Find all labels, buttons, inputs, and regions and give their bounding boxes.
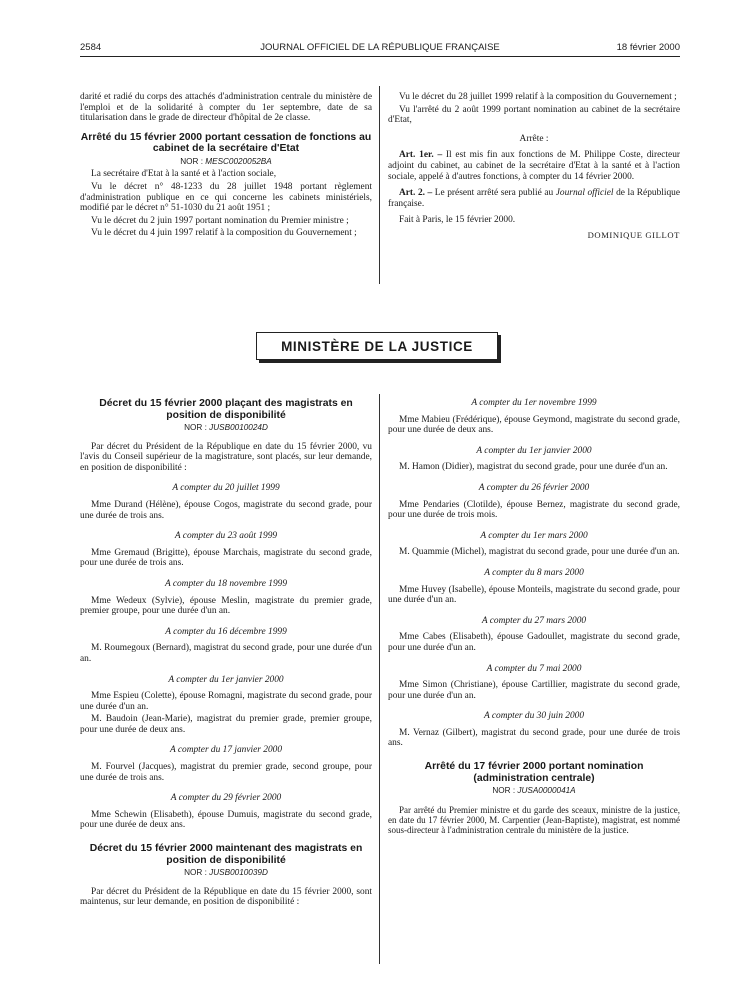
entry-date: A compter du 1er mars 2000 bbox=[480, 530, 588, 541]
column-divider-top bbox=[379, 86, 380, 284]
entry-text: Mme Cabes (Elisabeth), épouse Gadoullet, magistrate du second grade, pour une durée d'un an. bbox=[388, 632, 680, 653]
journal-title: JOURNAL OFFICIEL DE LA RÉPUBLIQUE FRANÇAISE bbox=[260, 42, 500, 53]
entry-date: A compter du 18 novembre 1999 bbox=[164, 578, 288, 589]
paragraph: Vu le décret du 2 juin 1997 portant nomination du Premier ministre ; bbox=[91, 215, 349, 226]
entry-date: A compter du 7 mai 2000 bbox=[486, 663, 582, 674]
article-1-label: Art. 1er. – bbox=[399, 150, 443, 161]
bottom-right-column bbox=[388, 396, 680, 837]
page-number: 2584 bbox=[80, 42, 102, 53]
decret-disponibilite-title: Décret du 15 février 2000 plaçant des magistrats en position de disponibilité bbox=[99, 398, 353, 421]
paragraph: Vu le décret n° 48-1233 du 28 juillet 1948 portant règlement d'administration publique en ce qui concerne les cabinets ministériels, modifié par le décret n° 51-1030 du 21 août 1951 ; bbox=[80, 181, 372, 214]
entry-text: Mme Simon (Christiane), épouse Cartillier, magistrate du second grade, pour une durée d'un an. bbox=[388, 680, 680, 701]
entry-date: A compter du 29 février 2000 bbox=[170, 793, 282, 804]
top-right-column bbox=[388, 92, 680, 243]
entry-text: Mme Huvey (Isabelle), épouse Monteils, magistrate du second grade, pour une durée d'un an. bbox=[388, 584, 680, 606]
nor-label: NOR : bbox=[184, 868, 207, 878]
entry-text: Mme Gremaud (Brigitte), épouse Marchais, magistrate du second grade, pour une durée de trois ans. bbox=[80, 547, 372, 569]
nor-code: MESC0020052BA bbox=[205, 156, 272, 166]
arrete-nomination-title: Arrêté du 17 février 2000 portant nomination (administration centrale) bbox=[424, 761, 644, 784]
article-2-text-b: de la République française. bbox=[388, 188, 681, 209]
column-divider-bottom bbox=[379, 394, 380, 964]
entry-date: A compter du 16 décembre 1999 bbox=[165, 626, 287, 637]
article-1 bbox=[388, 150, 680, 182]
entry-date: A compter du 20 juillet 1999 bbox=[172, 483, 280, 494]
nor-label: NOR : bbox=[184, 423, 207, 432]
paragraph: Vu le décret du 4 juin 1997 relatif à la composition du Gouvernement ; bbox=[91, 228, 357, 239]
article-2 bbox=[388, 188, 680, 209]
ministry-banner bbox=[256, 332, 498, 360]
entry-date: A compter du 17 janvier 2000 bbox=[169, 745, 283, 756]
nor-code: JUSB0010024D bbox=[209, 423, 268, 432]
nor-code: JUSA0000041A bbox=[517, 786, 576, 796]
nor-code: JUSB0010039D bbox=[209, 868, 268, 878]
signature: DOMINIQUE GILLOT bbox=[587, 229, 680, 240]
nor-label: NOR : bbox=[492, 786, 516, 796]
entry-text: Mme Pendaries (Clotilde), épouse Bernez, magistrate du second grade, pour une durée de trois mois. bbox=[388, 499, 680, 521]
entry-text: Mme Wedeux (Sylvie), épouse Meslin, magistrate du premier grade, premier groupe, pour une durée d'un an. bbox=[80, 595, 372, 617]
entry-date: A compter du 1er novembre 1999 bbox=[471, 398, 597, 408]
entry-date: A compter du 1er janvier 2000 bbox=[168, 674, 284, 685]
entry-date: A compter du 27 mars 2000 bbox=[481, 615, 587, 626]
entry-date: A compter du 26 février 2000 bbox=[478, 482, 590, 493]
entry-text: M. Baudoin (Jean-Marie), magistrat du premier grade, premier groupe, pour une durée de deux ans. bbox=[80, 714, 372, 735]
issue-date: 18 février 2000 bbox=[616, 42, 680, 53]
nor-line bbox=[388, 786, 680, 797]
arrete-cessation-title: Arrêté du 15 février 2000 portant cessation de fonctions au cabinet de la secrétaire d'Etat bbox=[80, 131, 372, 155]
header-rule bbox=[80, 56, 680, 57]
nor-line bbox=[80, 423, 372, 434]
bottom-left-column bbox=[80, 398, 372, 910]
article-2-label: Art. 2. – bbox=[399, 188, 433, 199]
fait-a-paris: Fait à Paris, le 15 février 2000. bbox=[399, 215, 516, 226]
paragraph: La secrétaire d'Etat à la santé et à l'action sociale, bbox=[91, 169, 277, 180]
top-left-column bbox=[80, 92, 372, 241]
entry-date: A compter du 30 juin 2000 bbox=[483, 711, 585, 722]
article-1-text: Il est mis fin aux fonctions de M. Philippe Coste, directeur adjoint du cabinet, au cabinet de la secrétaire d'Etat à la santé et à l'action sociale, appelé à d'autres fonctions, à compter du 14 février 2000. bbox=[388, 150, 681, 182]
nor-line bbox=[80, 157, 372, 168]
paragraph: Vu l'arrêté du 2 août 1999 portant nomination au cabinet de la secrétaire d'Etat, bbox=[388, 104, 680, 126]
arrete-nomination-text: Par arrêté du Premier ministre et du garde des sceaux, ministre de la justice, en date du 17 février 2000, M. Carpentier (Jean-Baptiste), magistrat, est nommé sous-directeur à l'administration centrale du ministère de la justice. bbox=[388, 804, 680, 835]
continuation-text: darité et radié du corps des attachés d'administration centrale du ministère de l'emploi et de la solidarité à compter du 1er septembre, date de sa titularisation dans le grade de directeur d'hôpital de 2e classe. bbox=[80, 92, 372, 124]
entry-text: M. Vernaz (Gilbert), magistrat du second grade, pour une durée de trois ans. bbox=[388, 727, 680, 749]
decret-intro: Par décret du Président de la République en date du 15 février 2000, vu l'avis du Conseil supérieur de la magistrature, sont placés, sur leur demande, en position de disponibilité : bbox=[80, 441, 372, 473]
ministry-banner-text: MINISTÈRE DE LA JUSTICE bbox=[281, 338, 473, 354]
entry-text: M. Roumegoux (Bernard), magistrat du second grade, pour une durée d'un an. bbox=[80, 643, 372, 664]
entry-date: A compter du 23 août 1999 bbox=[174, 531, 278, 542]
article-2-text-a: Le présent arrêté sera publié au bbox=[434, 188, 554, 199]
entry-date: A compter du 8 mars 2000 bbox=[484, 567, 584, 578]
decret-maintien-title: Décret du 15 février 2000 maintenant des magistrats en position de disponibilité bbox=[89, 843, 363, 866]
entry-text: Mme Espieu (Colette), épouse Romagni, magistrate du second grade, pour une durée d'un an. bbox=[80, 691, 372, 712]
entry-text: Mme Durand (Hélène), épouse Cogos, magistrate du second grade, pour une durée de trois ans. bbox=[80, 499, 372, 521]
entry-date: A compter du 1er janvier 2000 bbox=[476, 445, 592, 456]
paragraph: Vu le décret du 28 juillet 1999 relatif à la composition du Gouvernement ; bbox=[399, 92, 677, 102]
entry-text: Mme Mabieu (Frédérique), épouse Geymond, magistrate du second grade, pour une durée de deux ans. bbox=[388, 414, 680, 436]
nor-label: NOR : bbox=[180, 156, 203, 166]
entry-text: M. Fourvel (Jacques), magistrat du premier grade, second groupe, pour une durée de trois ans. bbox=[80, 762, 372, 783]
entry-text: M. Quammie (Michel), magistrat du second grade, pour une durée d'un an. bbox=[399, 547, 680, 558]
nor-line bbox=[80, 868, 372, 879]
arrete-label: Arrête : bbox=[519, 133, 549, 144]
entry-text: Mme Schewin (Elisabeth), épouse Dumuis, magistrate du second grade, pour une durée de deux ans. bbox=[80, 809, 372, 831]
decret-intro: Par décret du Président de la République en date du 15 février 2000, sont maintenus, sur leur demande, en position de disponibilité : bbox=[80, 886, 372, 908]
journal-officiel-ref: Journal officiel bbox=[555, 188, 614, 199]
entry-text: M. Hamon (Didier), magistrat du second grade, pour une durée d'un an. bbox=[399, 462, 668, 473]
